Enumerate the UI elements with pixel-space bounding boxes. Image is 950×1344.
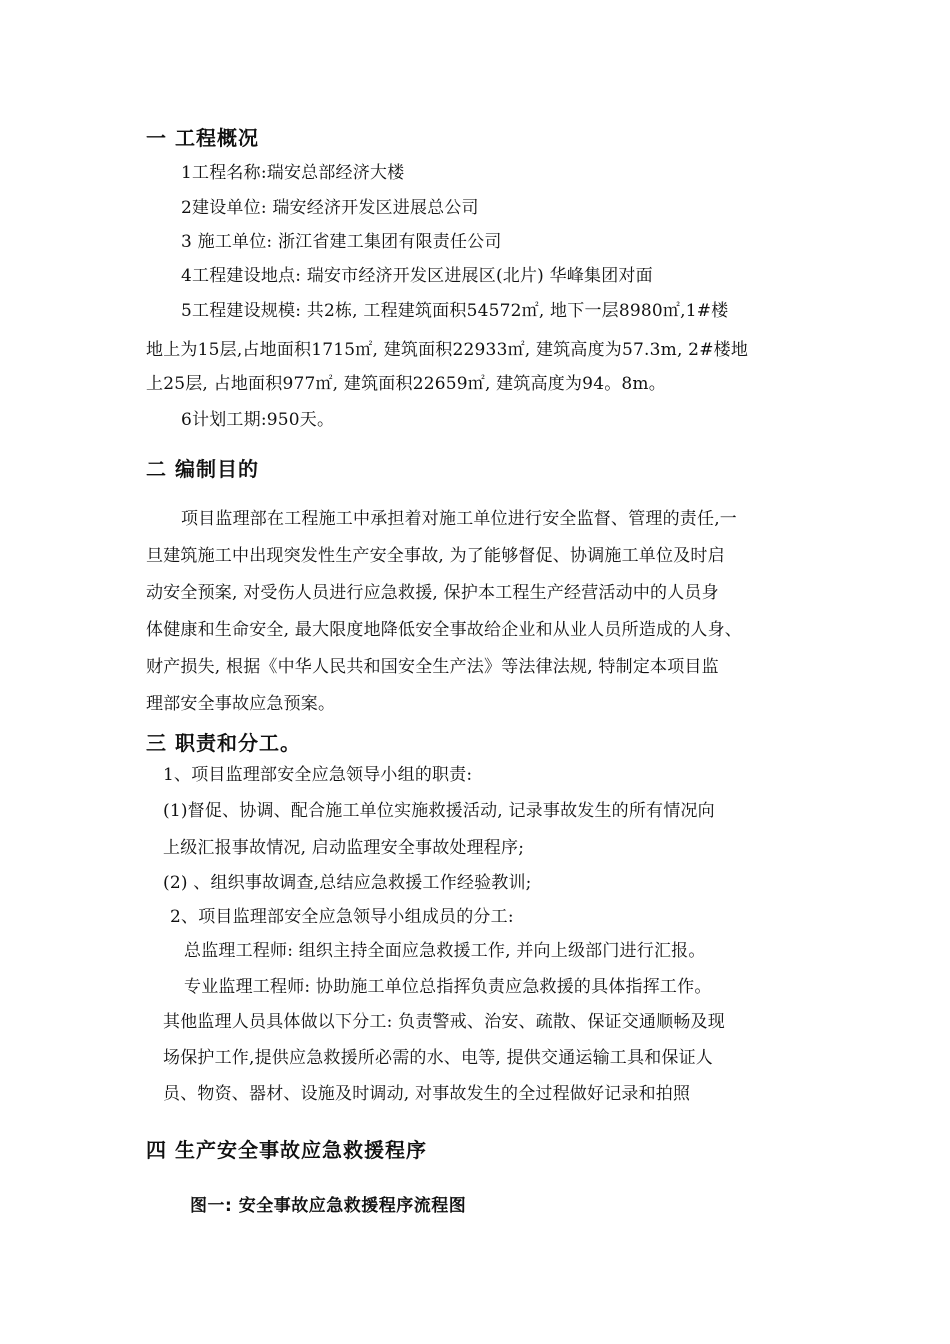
section1-item: 6计划工期:950天。 — [181, 410, 335, 430]
section3-line: (2) 、组织事故调查,总结应急救援工作经验教训; — [163, 873, 532, 893]
section2-line: 项目监理部在工程施工中承担着对施工单位进行安全监督、管理的责任,一 — [181, 509, 738, 529]
section2-line: 动安全预案, 对受伤人员进行应急救援, 保护本工程生产经营活动中的人员身 — [146, 583, 719, 603]
section1-item: 5工程建设规模: 共2栋, 工程建筑面积54572㎡, 地下一层8980㎡,1#楼 — [181, 301, 729, 321]
section4-title: 四 生产安全事故应急救援程序 — [146, 1138, 427, 1162]
section3-line: 总监理工程师: 组织主持全面应急救援工作, 并向上级部门进行汇报。 — [184, 941, 706, 961]
section3-line: 员、物资、器材、设施及时调动, 对事故发生的全过程做好记录和拍照 — [163, 1084, 691, 1104]
section3-line: (1)督促、协调、配合施工单位实施救援活动, 记录事故发生的所有情况向 — [163, 801, 715, 821]
section1-item: 2建设单位: 瑞安经济开发区进展总公司 — [181, 198, 479, 218]
section2-line: 体健康和生命安全, 最大限度地降低安全事故给企业和从业人员所造成的人身、 — [146, 620, 743, 640]
section2-title: 二 编制目的 — [146, 457, 259, 481]
section1-item: 3 施工单位: 浙江省建工集团有限责任公司 — [181, 232, 502, 252]
section3-line: 1、项目监理部安全应急领导小组的职责: — [163, 765, 473, 785]
section2-line: 财产损失, 根据《中华人民共和国安全生产法》等法律法规, 特制定本项目监 — [146, 657, 719, 677]
section2-line: 旦建筑施工中出现突发性生产安全事故, 为了能够督促、协调施工单位及时启 — [146, 546, 725, 566]
section1-item: 地上为15层,占地面积1715㎡, 建筑面积22933㎡, 建筑高度为57.3m, 2#楼地 — [146, 340, 749, 360]
section3-line: 上级汇报事故情况, 启动监理安全事故处理程序; — [163, 838, 525, 858]
section3-title: 三 职责和分工。 — [146, 731, 301, 755]
section1-item: 上25层, 占地面积977㎡, 建筑面积22659㎡, 建筑高度为94。8m。 — [146, 374, 666, 394]
section3-line: 专业监理工程师: 协助施工单位总指挥负责应急救援的具体指挥工作。 — [184, 977, 712, 997]
section3-line: 场保护工作,提供应急救援所必需的水、电等, 提供交通运输工具和保证人 — [163, 1048, 714, 1068]
section1-item: 4工程建设地点: 瑞安市经济开发区进展区(北片) 华峰集团对面 — [181, 266, 653, 286]
section2-line: 理部安全事故应急预案。 — [146, 694, 336, 714]
figure-caption: 图一: 安全事故应急救援程序流程图 — [190, 1196, 467, 1216]
section3-line: 2、项目监理部安全应急领导小组成员的分工: — [170, 907, 514, 927]
section1-item: 1工程名称:瑞安总部经济大楼 — [181, 163, 405, 183]
section1-title: 一 工程概况 — [146, 126, 259, 150]
section3-line: 其他监理人员具体做以下分工: 负责警戒、治安、疏散、保证交通顺畅及现 — [163, 1012, 725, 1032]
